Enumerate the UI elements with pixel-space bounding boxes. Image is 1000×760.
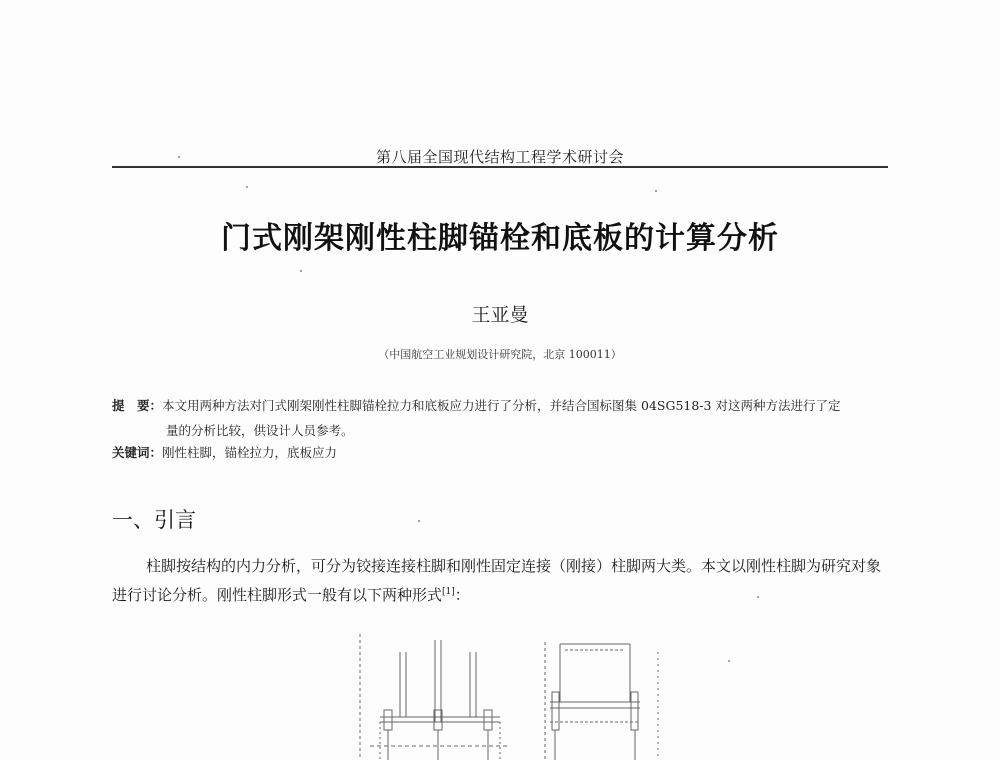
abstract-text-1: 本文用两种方法对门式刚架刚性柱脚锚栓拉力和底板应力进行了分析，并结合国标图集 04SG518-3 对这两种方法进行了定 [162, 398, 841, 413]
section-heading: 一、引言 [112, 508, 196, 532]
keywords-label: 关键词： [112, 445, 163, 460]
intro-text: 柱脚按结构的内力分析，可分为铰接连接柱脚和刚性固定连接（刚接）柱脚两大类。本文以刚性柱脚为研究对象进行讨论分析。刚性柱脚形式一般有以下两种形式 [112, 557, 882, 604]
keywords [112, 443, 892, 461]
intro-text-end: ： [454, 586, 470, 604]
author-affiliation: （中国航空工业规划设计研究院，北京 100011） [378, 348, 622, 361]
scan-speck [655, 190, 657, 192]
scan-speck [300, 270, 302, 272]
keywords-text: 刚性柱脚，锚栓拉力，底板应力 [162, 445, 338, 460]
rigid-base-drawing-left [360, 634, 510, 760]
column-base-figure [340, 622, 680, 760]
citation-ref: [1] [442, 587, 455, 597]
scan-speck [178, 156, 180, 158]
abstract-text-2: 量的分析比较，供设计人员参考。 [166, 423, 354, 438]
header-rule [112, 166, 888, 168]
rigid-base-drawing-right [545, 642, 658, 760]
scan-speck [418, 520, 420, 522]
scan-speck [246, 186, 248, 188]
abstract [112, 393, 892, 443]
abstract-line-1 [112, 393, 892, 418]
scan-speck [728, 660, 730, 662]
intro-paragraph [112, 553, 890, 608]
scan-speck [757, 596, 759, 598]
abstract-label: 提 要： [112, 398, 163, 413]
paper-author: 王亚曼 [471, 304, 529, 326]
conference-header: 第八届全国现代结构工程学术研讨会 [375, 148, 624, 166]
paper-title: 门式刚架刚性柱脚锚栓和底板的计算分析 [221, 221, 779, 256]
